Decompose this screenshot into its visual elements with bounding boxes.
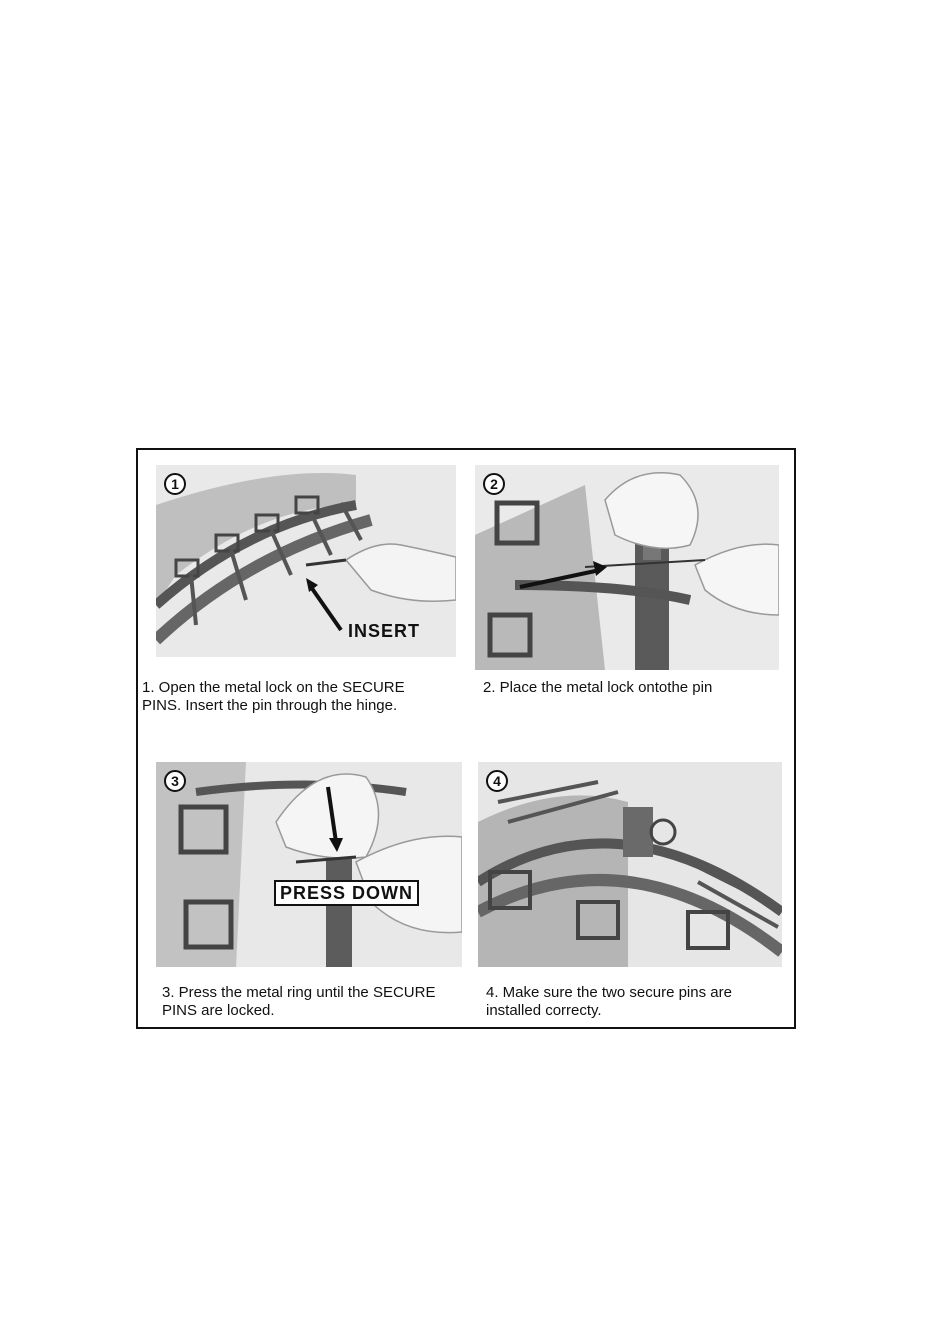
step-1-callout-label: INSERT [348, 621, 421, 641]
step-4-caption [486, 984, 786, 1020]
step-3-caption [162, 984, 462, 1020]
step-3-number-badge: 3 [164, 770, 186, 792]
step-3-caption-line-1: 3. Press the metal ring until the SECURE [162, 984, 436, 1001]
step-2-caption-line-1: 2. Place the metal lock ontothe pin [483, 679, 713, 696]
press-ring-illustration [156, 762, 462, 967]
step-4-photo [478, 762, 782, 967]
step-1-caption-line-1: 1. Open the metal lock on the SECURE [142, 679, 405, 696]
step-2-photo [475, 465, 779, 670]
step-1-number-badge: 1 [164, 473, 186, 495]
step-3-photo [156, 762, 462, 967]
installed-pins-illustration [478, 762, 782, 967]
step-4-caption-line-1: 4. Make sure the two secure pins are [486, 984, 732, 1001]
step-4-caption-line-2: installed correcty. [486, 1002, 602, 1019]
step-2-number-badge: 2 [483, 473, 505, 495]
assembly-instructions-panel [136, 448, 796, 1029]
hinge-lock-illustration [475, 465, 779, 670]
step-3-caption-line-2: PINS are locked. [162, 1002, 275, 1019]
step-2-caption [483, 679, 783, 697]
step-3-callout-label: PRESS DOWN [274, 880, 419, 906]
step-4-number-badge: 4 [486, 770, 508, 792]
step-1-caption-line-2: PINS. Insert the pin through the hinge. [142, 697, 398, 714]
step-1-caption [142, 679, 442, 715]
step-1-photo [156, 465, 456, 657]
